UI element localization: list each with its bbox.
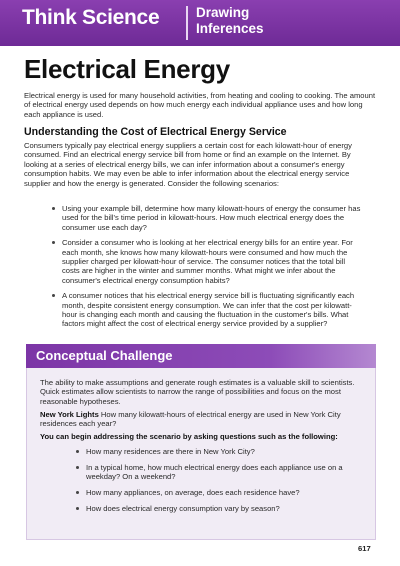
- scenario-item: Using your example bill, determine how many kilowatt-hours of energy the consumer has used for the bill's time period in kilowatt-hours. How much electrical energy does the consumer use each day?: [62, 204, 361, 232]
- question-item: How many appliances, on average, does each residence have?: [86, 488, 366, 497]
- challenge-ask: You can begin addressing the scenario by asking questions such as the following:: [40, 432, 338, 441]
- scenario-item: A consumer notices that his electrical energy service bill is fluctuating significantly each month, despite consistent energy consumption. We can infer that the cost per kilowatt-hour is changing each month and causing the fluctuation in the customer's bills. What factors might affect the cost of electrical energy service provided by a supplier?: [62, 291, 362, 329]
- question-item: How many residences are there in New York City?: [86, 447, 366, 456]
- page-title: Electrical Energy: [24, 54, 230, 84]
- question-list: [86, 447, 366, 520]
- new-york-question: How many kilowatt-hours of electrical energy are used in New York City residences each year?: [40, 410, 341, 429]
- header-divider: [186, 6, 188, 40]
- section-label-line1: Drawing: [196, 5, 250, 20]
- section-label-line2: Inferences: [196, 21, 264, 36]
- new-york-label: New York Lights: [40, 410, 99, 419]
- page-number: 617: [358, 544, 371, 553]
- question-item: In a typical home, how much electrical energy does each appliance use on a weekday? On a weekend?: [86, 463, 366, 482]
- challenge-title: Conceptual Challenge: [36, 348, 173, 363]
- header-banner: [0, 0, 400, 46]
- brand-title: Think Science: [22, 6, 160, 29]
- scenario-list: [62, 204, 362, 335]
- new-york-prompt: [40, 410, 366, 429]
- scenario-item: Consider a consumer who is looking at her electrical energy bills for an entire year. For each month, she knows how many kilowatt-hours were consumed and how much the supplier charged per kilowatt-hour of service. The consumer notices that the total bill costs are higher in the winter and summer months. What might we infer about the consumer's electrical energy consumption habits?: [62, 238, 362, 285]
- cost-paragraph: Consumers typically pay electrical energy suppliers a certain cost for each kilowatt-hour of energy consumed. Find an electrical energy service bill from home or find an example on the Internet. By looking at a series of electrical energy bills, we can infer information about a consumer's energy consumption habits. We may even be able to infer information about the electrical energy service supplier and how the energy is generated. Consider the following scenarios:: [24, 141, 352, 188]
- challenge-intro: The ability to make assumptions and generate rough estimates is a valuable skill to scientists. Quick estimates allow scientists to narrow the range of possibilities and focus on the most reasonable hypotheses.: [40, 378, 355, 406]
- section-label: [196, 5, 264, 37]
- section-subheading: Understanding the Cost of Electrical Energy Service: [24, 126, 287, 138]
- challenge-header: [26, 344, 376, 368]
- intro-paragraph: Electrical energy is used for many household activities, from heating and cooling to cooking. The amount of electrical energy used depends on how much energy each individual appliance uses and how long each appliance is used.: [24, 91, 376, 119]
- question-item: How does electrical energy consumption vary by season?: [86, 504, 366, 513]
